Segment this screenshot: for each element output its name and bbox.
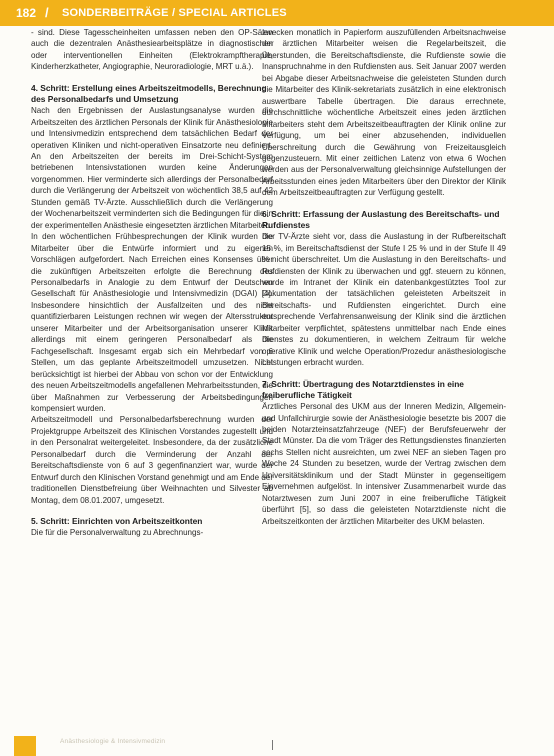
section-heading: 7. Schritt: Übertragung des Notarztdienstes in eine freiberufliche Tätigkeit: [262, 378, 464, 400]
body-paragraph: Die für die Personalverwaltung zu Abrechnungs-: [31, 528, 204, 538]
body-paragraph: Der TV-Ärzte sieht vor, dass die Auslastung in der Rufbereitschaft 15 %, im Bereitschaftsdienst der Stufe I 25 % und in der Stufe II 49 % nicht überschreitet. Um die Auslastung in den Bereitschafts- und Rufdiensten der Klinik zu überwachen und ggf. steuern zu können, wurde im Intranet der Klinik ein datenbankgestütztes Tool zur Dokumentation der tatsächlichen geleisteten Arbeitszeit in Bereitschafts- und Rufdiensten eingerichtet. Durch eine entsprechende Verfahrensanweisung der Klinik sind die ärztlichen Mitarbeiter verpflichtet, spätestens unmittelbar nach Ende eines Dienstes zu dokumentieren, in welchem Zeitraum für welche operative Klinik und welche Operation/Prozedur anästhesiologische Leistungen erbracht wurden.: [262, 232, 506, 368]
page-footer: [0, 728, 554, 756]
section-title: SONDERBEITRÄGE / SPECIAL ARTICLES: [62, 7, 287, 19]
footer-journal-line: Anästhesiologie & Intensivmedizin: [60, 738, 166, 745]
section-heading: 6. Schritt: Erfassung der Auslastung des Bereitschafts- und Rufdienstes: [262, 208, 500, 230]
footer-center-mark: [272, 740, 273, 750]
footer-accent-block: [14, 736, 36, 756]
body-paragraph: Ärztliches Personal des UKM aus der Inneren Medizin, Allgemein- und Unfallchirurgie sowie der Anästhesiologie besetzte bis 2007 die beiden Notarzteinsatzfahrzeuge (NEF) der Berufsfeuerwehr der Stadt Münster. Da die vom Träger des Rettungsdienstes finanzierten sechs Stellen nicht ausreichten, um zwei NEF an sieben Tagen pro Woche 24 Stunden zu besetzen, wurde der Vertrag zwischen dem Universitätsklinikum und der Stadt Münster in gegenseitigem Einvernehmen aufgelöst. In intensiver Zusammenarbeit wurde das Notarztwesen zum Juni 2007 in eine freiberufliche Tätigkeit überführt [5], so dass die geleisteten Notarztdienste nicht die Arbeitszeitkonten der ärztlichen Mitarbeiter des UKM belasten.: [262, 402, 506, 526]
body-paragraph: - sind. Diese Tagesscheinheiten umfassen neben den OP-Sälen auch die dezentralen Anästhesiearbeitsplätze in diagnostischen oder interventionellen Einheiten (Elektrokrampftherapie, Kinderherzkatheter, Angiographie, Neuroradiologie, MRT u.ä.).: [31, 28, 273, 72]
section-heading: 5. Schritt: Einrichten von Arbeitszeitkonten: [31, 516, 203, 527]
page-number: 182: [16, 6, 37, 20]
body-paragraph: Arbeitszeitmodell und Personalbedarfsberechnung wurden der Projektgruppe Arbeitszeit des Klinischen Vorstandes zugestellt und in den Personalrat weitergeleitet. Insbesondere, da der zusätzliche Personalbedarf durch die Verminderung der Anzahl der Bereitschaftsdienste von 6 auf 3 gegenfinanziert war, wurde der Entwurf durch den Klinischen Vorstand genehmigt und am Ende der traditionellen Dienstbefreiung über Weihnachten und Silvester ab Montag, dem 08.01.2007, umgesetzt.: [31, 415, 274, 505]
header-separator: /: [45, 5, 49, 20]
body-paragraph: Nach den Ergebnissen der Auslastungsanalyse wurden die Arbeitszeiten des ärztlichen Personals der Klinik für Anästhesiologie und Intensivmedizin entsprechend dem tatsächlichen Bedarf der operativen Kliniken und nicht-operativen Einsatzorte neu definiert. An den Arbeitszeiten der bereits im Drei-Schicht-System betriebenen Intensivstationen wurden keine Änderungen vorgenommen. Hier verminderte sich allerdings der Personalbedarf durch die Verlängerung der Arbeitszeit von wöchentlich 38,5 auf 42 Stunden gemäß TV-Ärzte. Ausschließlich durch die Verlängerung der Wochenarbeitszeit verminderten sich die Bedingungen für die in der experimentellen Anästhesie eingesetzten ärztlichen Mitarbeiter.: [31, 106, 273, 230]
left-column: [31, 27, 273, 539]
body-paragraph: In den wöchentlichen Frühbesprechungen der Klinik wurden die Mitarbeiter über die Entwürfe informiert und zu eigenen Vorschlägen aufgefordert. Nach Erreichen eines Konsenses über die zukünftigen Arbeitszeiten erfolgte die Berechnung des Personalbedarfs in Analogie zu dem Entwurf der Deutschen Gesellschaft für Anästhesiologie und Intensivmedizin (DGAI) [4]. Insbesondere hinsichtlich der Ausfallzeiten und des nicht quantifizierbaren Leistungen rechnen wir wegen der Altersstruktur unserer Mitarbeiter und der Arbeitsorganisation unserer Klinik allerdings mit einem geringeren Personalbedarf als die Fachgesellschaft. Insgesamt ergab sich ein Mehrbedarf von 6 Stellen, um das geplante Arbeitszeitmodell umzusetzen. Nicht berücksichtigt ist hierbei der Abbau von schon vor der Entwicklung des neuen Arbeitszeitmodells angefallenen Mehrarbeitsstunden, die über Maßnahmen zur Verbesserung der Arbeitsbedingungen kompensiert wurden.: [31, 232, 273, 413]
body-paragraph: zwecken monatlich in Papierform auszufüllenden Arbeitsnachweise der ärztlichen Mitarbeiter weisen die Regelarbeitszeit, die Überstunden, die Bereitschaftsdienste, die Rufdienste sowie die Inanspruchnahme in den Rufdiensten aus. Seit Januar 2007 werden bei Abgabe dieser Arbeitsnachweise die geleisteten Stunden durch die Mitarbeiter des Klinik-sekretariats zusätzlich in eine elektronisch auswertbare Tabelle übertragen. Die daraus errechnete, durchschnittliche wöchentliche Arbeitszeit eines jeden ärztlichen Mitarbeiters steht dem Arbeitszeitbeauftragten der Klinik online zur Verfügung, um bei einer abzusehenden, individuellen Überschreitung durch die Gewährung von Freizeitausgleich gegenzusteuern. Mit einer zeitlichen Latenz von etwa 6 Wochen werden aus der Personalverwaltung gleichsinnige Aufstellungen der Arbeitsstunden eines jeden Mitarbeiters über den Direktor der Klinik dem Arbeitszeitbeauftragten zur Verfügung gestellt.: [262, 28, 506, 198]
section-heading: 4. Schritt: Erstellung eines Arbeitszeitmodells, Berechnung des Personalbedarfs und Umsetzung: [31, 82, 267, 105]
right-column: [262, 27, 506, 527]
page-header: [0, 0, 554, 26]
